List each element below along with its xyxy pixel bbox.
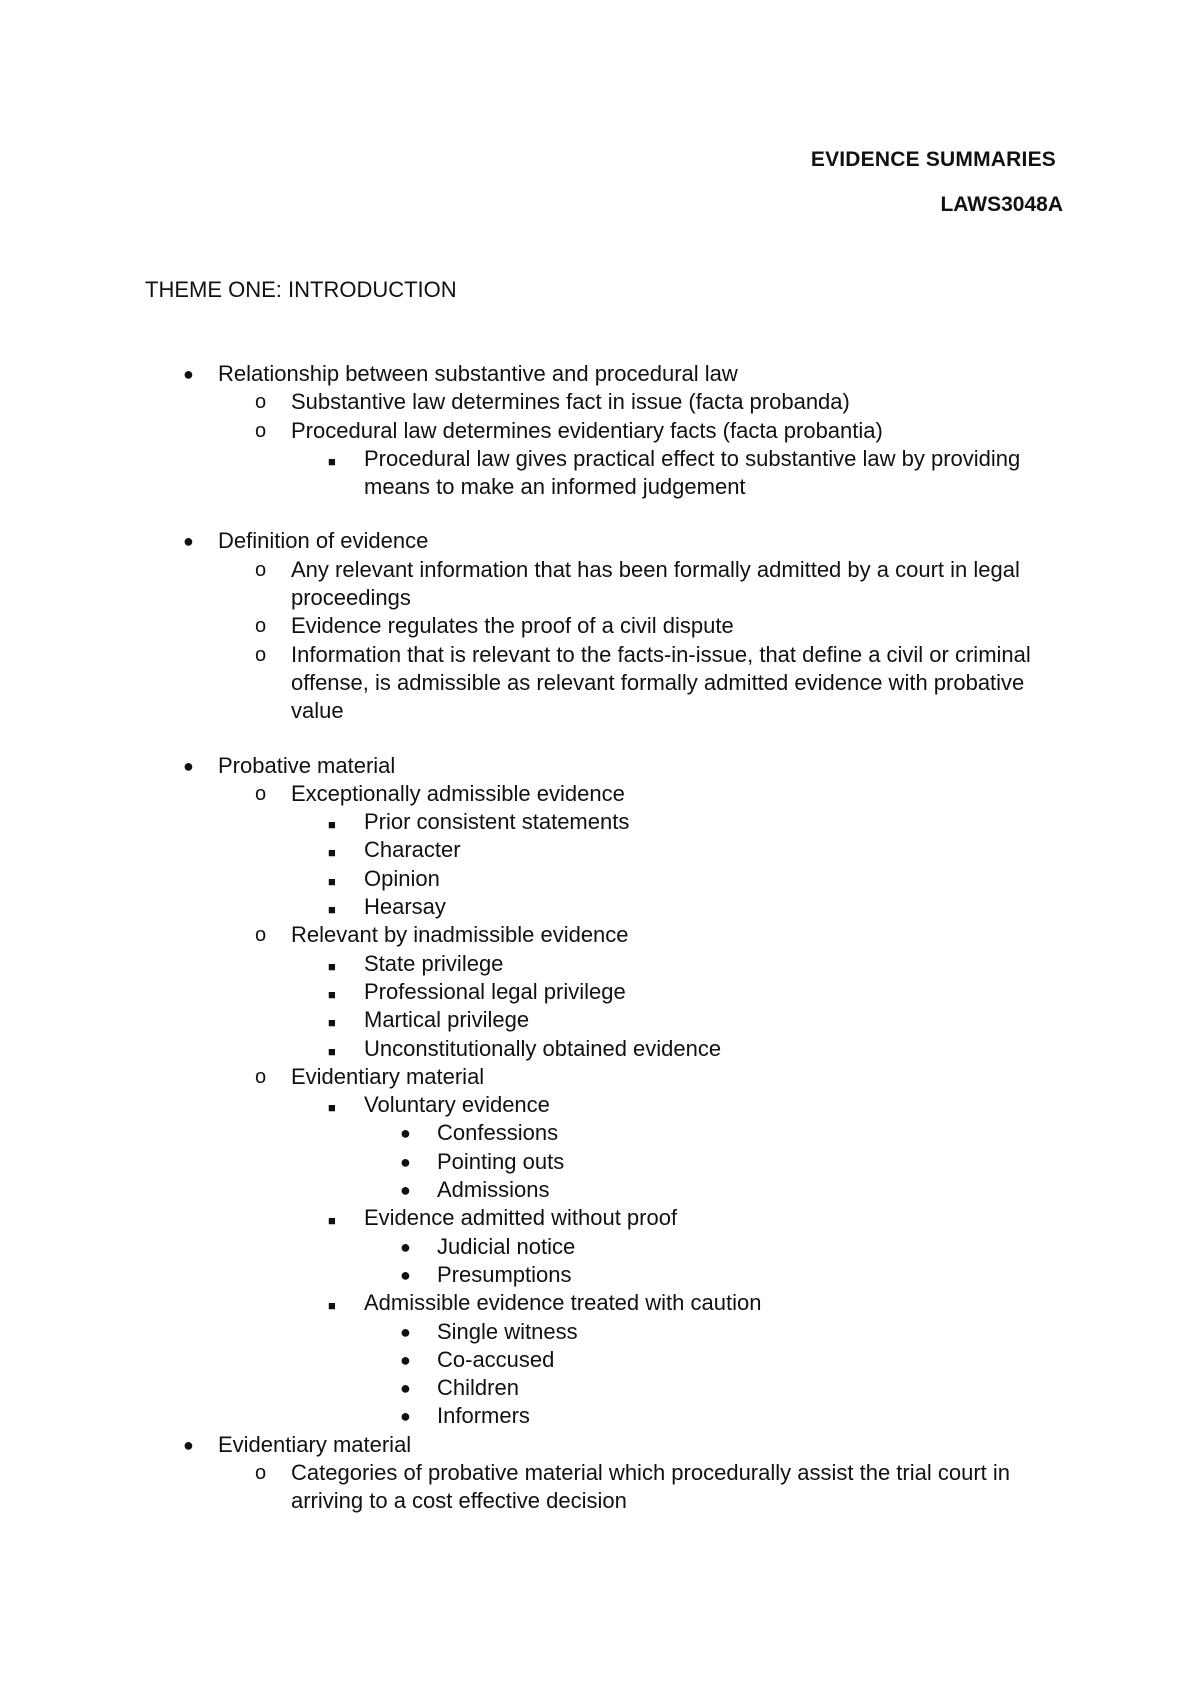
outline-item-text: Categories of probative material which procedurally assist the trial court in arriving to a cost effective decision bbox=[291, 1459, 1010, 1514]
outline-item-text: Martical privilege bbox=[364, 1007, 530, 1033]
outline-item-level-3 bbox=[0, 865, 1200, 893]
bullet-icon: ● bbox=[400, 1264, 411, 1285]
outline-item-level-3 bbox=[0, 1006, 1200, 1034]
outline-item-text: Relationship between substantive and procedural law bbox=[218, 361, 738, 386]
square-bullet-icon: ■ bbox=[328, 873, 336, 889]
document-title: EVIDENCE SUMMARIES bbox=[810, 148, 1056, 171]
outline-item-level-4 bbox=[0, 1261, 1200, 1289]
outline-item-level-2 bbox=[0, 921, 1200, 949]
outline-item-text: Confessions bbox=[437, 1120, 559, 1146]
outline-item-text: Admissible evidence treated with caution bbox=[364, 1290, 762, 1316]
outline-item-text: Evidence regulates the proof of a civil dispute bbox=[291, 613, 734, 639]
square-bullet-icon: ■ bbox=[328, 845, 336, 861]
bullet-icon: ● bbox=[400, 1378, 411, 1399]
square-bullet-icon: ■ bbox=[328, 1043, 336, 1059]
circle-bullet-icon: o bbox=[255, 419, 267, 442]
outline-item-text: Relevant by inadmissible evidence bbox=[291, 922, 629, 948]
outline-item-level-1 bbox=[0, 360, 1200, 388]
bullet-icon: ● bbox=[183, 364, 194, 384]
outline-item-text: Procedural law determines evidentiary facts (facta probantia) bbox=[291, 417, 883, 443]
outline-item-text: Hearsay bbox=[364, 894, 446, 920]
outline-item-text: Children bbox=[437, 1375, 519, 1401]
outline-item-text: Unconstitutionally obtained evidence bbox=[364, 1035, 722, 1061]
outline-item-level-1 bbox=[0, 752, 1200, 780]
outline-item-level-1 bbox=[0, 527, 1200, 555]
square-bullet-icon: ■ bbox=[328, 958, 336, 974]
outline-item-text: Judicial notice bbox=[437, 1233, 576, 1259]
bullet-icon: ● bbox=[400, 1123, 411, 1144]
outline-item-level-2 bbox=[0, 612, 1200, 640]
outline-item-level-4 bbox=[0, 1119, 1200, 1147]
outline-item-text: Opinion bbox=[364, 865, 440, 891]
square-bullet-icon: ■ bbox=[328, 1298, 336, 1314]
bullet-icon: ● bbox=[400, 1180, 411, 1201]
outline-item-level-2 bbox=[0, 556, 1200, 613]
outline-item-text: Pointing outs bbox=[437, 1148, 565, 1174]
outline-item-level-3 bbox=[0, 893, 1200, 921]
outline-item-text: Evidence admitted without proof bbox=[364, 1205, 678, 1231]
outline-item-level-3 bbox=[0, 1091, 1200, 1119]
outline-item-level-2 bbox=[0, 417, 1200, 445]
square-bullet-icon: ■ bbox=[328, 817, 336, 833]
outline-item-level-2 bbox=[0, 780, 1200, 808]
outline-item-text: Evidentiary material bbox=[291, 1063, 485, 1089]
outline-item-text: Information that is relevant to the facts-in-issue, that define a civil or criminal offense, is admissible as relevant formally admitted evidence with probative value bbox=[291, 641, 1031, 724]
outline-item-level-2 bbox=[0, 1459, 1200, 1516]
outline-item-level-3 bbox=[0, 445, 1200, 502]
outline-item-text: Single witness bbox=[437, 1318, 578, 1344]
bullet-icon: ● bbox=[400, 1349, 411, 1370]
section-spacer bbox=[0, 726, 1200, 752]
circle-bullet-icon: o bbox=[255, 782, 267, 805]
circle-bullet-icon: o bbox=[255, 1065, 267, 1088]
outline-item-text: Exceptionally admissible evidence bbox=[291, 780, 625, 806]
circle-bullet-icon: o bbox=[255, 615, 267, 638]
bullet-icon: ● bbox=[400, 1151, 411, 1172]
outline-item-level-3 bbox=[0, 836, 1200, 864]
outline-item-text: Professional legal privilege bbox=[364, 978, 626, 1004]
outline-item-level-3 bbox=[0, 950, 1200, 978]
outline-item-level-1 bbox=[0, 1431, 1200, 1459]
outline-item-level-3 bbox=[0, 1035, 1200, 1063]
section-spacer bbox=[0, 501, 1200, 527]
bullet-icon: ● bbox=[400, 1236, 411, 1257]
outline-item-level-2 bbox=[0, 1063, 1200, 1091]
outline-item-text: Presumptions bbox=[437, 1261, 572, 1287]
outline-item-level-4 bbox=[0, 1374, 1200, 1402]
outline-item-text: Substantive law determines fact in issue (facta probanda) bbox=[291, 389, 850, 415]
bullet-icon: ● bbox=[183, 755, 194, 776]
outline-item-level-2 bbox=[0, 641, 1200, 726]
circle-bullet-icon: o bbox=[255, 643, 267, 666]
square-bullet-icon: ■ bbox=[328, 1213, 336, 1229]
bullet-icon: ● bbox=[400, 1321, 411, 1342]
outline-item-text: Any relevant information that has been formally admitted by a court in legal proceedings bbox=[291, 556, 1020, 611]
outline-item-text: Procedural law gives practical effect to substantive law by providing means to make an informed judgement bbox=[364, 445, 1021, 500]
outline-item-text: State privilege bbox=[364, 950, 504, 976]
bullet-icon: ● bbox=[183, 531, 194, 552]
outline-list bbox=[0, 360, 1200, 1516]
outline-item-text: Voluntary evidence bbox=[364, 1092, 550, 1118]
outline-item-text: Character bbox=[364, 837, 461, 863]
outline-item-level-4 bbox=[0, 1318, 1200, 1346]
square-bullet-icon: ■ bbox=[328, 902, 336, 918]
course-code: LAWS3048A bbox=[940, 193, 1063, 216]
bullet-icon: ● bbox=[183, 1434, 194, 1455]
outline-item-level-3 bbox=[0, 978, 1200, 1006]
outline-item-level-3 bbox=[0, 1289, 1200, 1317]
square-bullet-icon: ■ bbox=[328, 1015, 336, 1031]
bullet-icon: ● bbox=[400, 1406, 411, 1427]
outline-item-text: Evidentiary material bbox=[218, 1431, 412, 1457]
square-bullet-icon: ■ bbox=[328, 1100, 336, 1116]
outline-item-text: Informers bbox=[437, 1403, 530, 1429]
outline-item-text: Admissions bbox=[437, 1177, 550, 1203]
circle-bullet-icon: o bbox=[255, 391, 267, 414]
outline-item-level-3 bbox=[0, 1204, 1200, 1232]
circle-bullet-icon: o bbox=[255, 924, 267, 947]
square-bullet-icon: ■ bbox=[328, 453, 336, 469]
outline-item-level-4 bbox=[0, 1346, 1200, 1374]
outline-item-level-3 bbox=[0, 808, 1200, 836]
outline-item-text: Co-accused bbox=[437, 1346, 555, 1372]
theme-heading: THEME ONE: INTRODUCTION bbox=[145, 277, 457, 302]
outline-item-text: Probative material bbox=[218, 752, 396, 778]
outline-item-text: Definition of evidence bbox=[218, 528, 429, 554]
outline-item-level-4 bbox=[0, 1402, 1200, 1430]
outline-item-level-2 bbox=[0, 388, 1200, 416]
outline-item-text: Prior consistent statements bbox=[364, 809, 630, 835]
circle-bullet-icon: o bbox=[255, 1461, 267, 1484]
square-bullet-icon: ■ bbox=[328, 986, 336, 1002]
outline-item-level-4 bbox=[0, 1176, 1200, 1204]
outline-item-level-4 bbox=[0, 1233, 1200, 1261]
circle-bullet-icon: o bbox=[255, 558, 267, 581]
outline-item-level-4 bbox=[0, 1148, 1200, 1176]
